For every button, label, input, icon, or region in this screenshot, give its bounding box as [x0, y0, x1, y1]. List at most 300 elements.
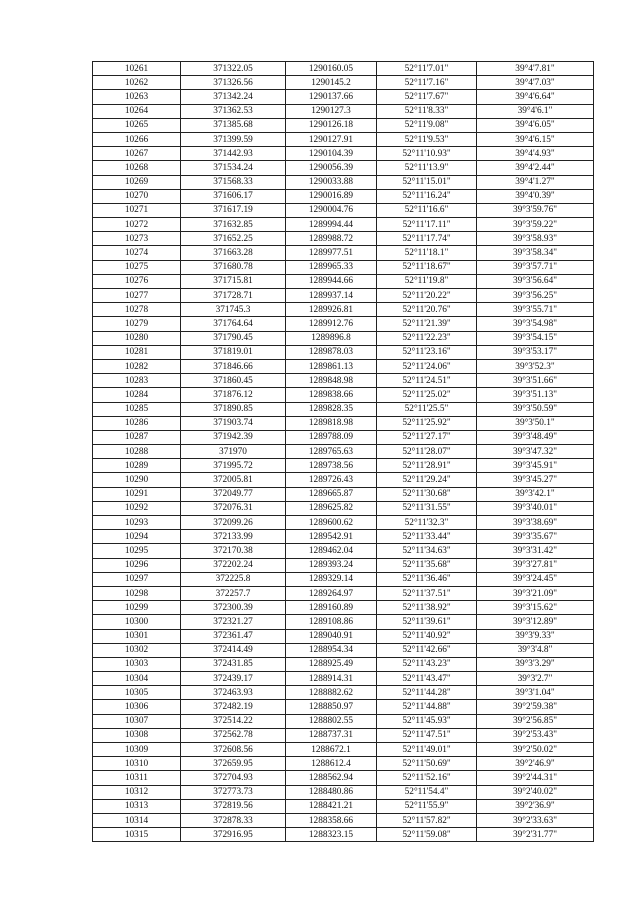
longitude-cell: 39°3'15.62" [477, 601, 594, 615]
longitude-cell: 39°4'6.05" [477, 118, 594, 132]
point-number-cell: 10282 [93, 359, 181, 373]
point-number-cell: 10286 [93, 416, 181, 430]
y-coordinate-cell: 1290033.88 [286, 175, 377, 189]
x-coordinate-cell: 371715.81 [181, 274, 286, 288]
table-row [93, 516, 594, 530]
coordinates-table-body [93, 62, 594, 842]
table-row [93, 714, 594, 728]
point-number-cell: 10279 [93, 317, 181, 331]
longitude-cell: 39°3'47.32" [477, 445, 594, 459]
x-coordinate-cell: 372514.22 [181, 714, 286, 728]
table-row [93, 359, 594, 373]
longitude-cell: 39°3'21.09" [477, 586, 594, 600]
table-row [93, 459, 594, 473]
point-number-cell: 10292 [93, 501, 181, 515]
latitude-cell: 52°11'27.17" [377, 430, 477, 444]
y-coordinate-cell: 1289600.62 [286, 516, 377, 530]
point-number-cell: 10302 [93, 643, 181, 657]
table-row [93, 203, 594, 217]
point-number-cell: 10276 [93, 274, 181, 288]
table-row [93, 374, 594, 388]
point-number-cell: 10289 [93, 459, 181, 473]
table-row [93, 388, 594, 402]
y-coordinate-cell: 1289937.14 [286, 289, 377, 303]
x-coordinate-cell: 372133.99 [181, 530, 286, 544]
point-number-cell: 10272 [93, 218, 181, 232]
longitude-cell: 39°2'44.31" [477, 771, 594, 785]
x-coordinate-cell: 371442.93 [181, 147, 286, 161]
y-coordinate-cell: 1289994.44 [286, 218, 377, 232]
x-coordinate-cell: 372321.27 [181, 615, 286, 629]
y-coordinate-cell: 1288480.86 [286, 785, 377, 799]
table-row [93, 686, 594, 700]
x-coordinate-cell: 372202.24 [181, 558, 286, 572]
latitude-cell: 52°11'33.44" [377, 530, 477, 544]
table-row [93, 246, 594, 260]
y-coordinate-cell: 1289264.97 [286, 586, 377, 600]
x-coordinate-cell: 371632.85 [181, 218, 286, 232]
table-row [93, 700, 594, 714]
point-number-cell: 10287 [93, 430, 181, 444]
longitude-cell: 39°4'7.03" [477, 76, 594, 90]
table-row [93, 402, 594, 416]
y-coordinate-cell: 1289462.04 [286, 544, 377, 558]
table-row [93, 104, 594, 118]
y-coordinate-cell: 1289878.03 [286, 345, 377, 359]
x-coordinate-cell: 372099.26 [181, 516, 286, 530]
longitude-cell: 39°3'52.3" [477, 359, 594, 373]
y-coordinate-cell: 1288925.49 [286, 657, 377, 671]
x-coordinate-cell: 371322.05 [181, 62, 286, 76]
x-coordinate-cell: 371942.39 [181, 430, 286, 444]
longitude-cell: 39°4'6.64" [477, 90, 594, 104]
table-row [93, 118, 594, 132]
latitude-cell: 52°11'55.9" [377, 799, 477, 813]
longitude-cell: 39°4'1.27" [477, 175, 594, 189]
y-coordinate-cell: 1288954.34 [286, 643, 377, 657]
latitude-cell: 52°11'16.24" [377, 189, 477, 203]
table-row [93, 657, 594, 671]
table-row [93, 76, 594, 90]
x-coordinate-cell: 371342.24 [181, 90, 286, 104]
x-coordinate-cell: 372049.77 [181, 487, 286, 501]
y-coordinate-cell: 1289160.89 [286, 601, 377, 615]
latitude-cell: 52°11'40.92" [377, 629, 477, 643]
y-coordinate-cell: 1289665.87 [286, 487, 377, 501]
y-coordinate-cell: 1289726.43 [286, 473, 377, 487]
x-coordinate-cell: 371399.59 [181, 132, 286, 146]
table-row [93, 615, 594, 629]
y-coordinate-cell: 1289912.76 [286, 317, 377, 331]
latitude-cell: 52°11'29.24" [377, 473, 477, 487]
latitude-cell: 52°11'24.51" [377, 374, 477, 388]
point-number-cell: 10263 [93, 90, 181, 104]
longitude-cell: 39°3'59.76" [477, 203, 594, 217]
longitude-cell: 39°3'24.45" [477, 572, 594, 586]
x-coordinate-cell: 372439.17 [181, 672, 286, 686]
table-row [93, 445, 594, 459]
table-row [93, 345, 594, 359]
longitude-cell: 39°4'2.44" [477, 161, 594, 175]
point-number-cell: 10261 [93, 62, 181, 76]
point-number-cell: 10275 [93, 260, 181, 274]
longitude-cell: 39°2'50.02" [477, 743, 594, 757]
y-coordinate-cell: 1288358.66 [286, 813, 377, 827]
table-row [93, 501, 594, 515]
x-coordinate-cell: 371860.45 [181, 374, 286, 388]
latitude-cell: 52°11'34.63" [377, 544, 477, 558]
point-number-cell: 10277 [93, 289, 181, 303]
longitude-cell: 39°3'35.67" [477, 530, 594, 544]
longitude-cell: 39°3'57.71" [477, 260, 594, 274]
table-row [93, 161, 594, 175]
table-row [93, 317, 594, 331]
x-coordinate-cell: 372878.33 [181, 813, 286, 827]
table-row [93, 218, 594, 232]
longitude-cell: 39°2'56.85" [477, 714, 594, 728]
x-coordinate-cell: 371568.33 [181, 175, 286, 189]
y-coordinate-cell: 1290126.18 [286, 118, 377, 132]
x-coordinate-cell: 372005.81 [181, 473, 286, 487]
table-row [93, 147, 594, 161]
x-coordinate-cell: 371326.56 [181, 76, 286, 90]
latitude-cell: 52°11'10.93" [377, 147, 477, 161]
x-coordinate-cell: 371652.25 [181, 232, 286, 246]
x-coordinate-cell: 371890.85 [181, 402, 286, 416]
table-row [93, 430, 594, 444]
x-coordinate-cell: 372773.73 [181, 785, 286, 799]
point-number-cell: 10283 [93, 374, 181, 388]
longitude-cell: 39°4'6.1" [477, 104, 594, 118]
y-coordinate-cell: 1290145.2 [286, 76, 377, 90]
y-coordinate-cell: 1290004.76 [286, 203, 377, 217]
y-coordinate-cell: 1289329.14 [286, 572, 377, 586]
y-coordinate-cell: 1289788.09 [286, 430, 377, 444]
point-number-cell: 10296 [93, 558, 181, 572]
table-row [93, 771, 594, 785]
latitude-cell: 52°11'35.68" [377, 558, 477, 572]
table-row [93, 189, 594, 203]
longitude-cell: 39°3'58.34" [477, 246, 594, 260]
latitude-cell: 52°11'25.92" [377, 416, 477, 430]
point-number-cell: 10271 [93, 203, 181, 217]
latitude-cell: 52°11'59.08" [377, 828, 477, 842]
table-row [93, 572, 594, 586]
latitude-cell: 52°11'22.23" [377, 331, 477, 345]
longitude-cell: 39°3'38.69" [477, 516, 594, 530]
latitude-cell: 52°11'30.68" [377, 487, 477, 501]
y-coordinate-cell: 1288802.55 [286, 714, 377, 728]
latitude-cell: 52°11'13.9" [377, 161, 477, 175]
longitude-cell: 39°2'59.38" [477, 700, 594, 714]
x-coordinate-cell: 371663.28 [181, 246, 286, 260]
point-number-cell: 10265 [93, 118, 181, 132]
latitude-cell: 52°11'36.46" [377, 572, 477, 586]
longitude-cell: 39°3'58.93" [477, 232, 594, 246]
latitude-cell: 52°11'38.92" [377, 601, 477, 615]
longitude-cell: 39°3'56.25" [477, 289, 594, 303]
y-coordinate-cell: 1289828.35 [286, 402, 377, 416]
y-coordinate-cell: 1290056.39 [286, 161, 377, 175]
table-row [93, 643, 594, 657]
y-coordinate-cell: 1288562.94 [286, 771, 377, 785]
y-coordinate-cell: 1290127.3 [286, 104, 377, 118]
point-number-cell: 10300 [93, 615, 181, 629]
latitude-cell: 52°11'42.66" [377, 643, 477, 657]
table-row [93, 175, 594, 189]
y-coordinate-cell: 1290160.05 [286, 62, 377, 76]
x-coordinate-cell: 372704.93 [181, 771, 286, 785]
longitude-cell: 39°3'50.59" [477, 402, 594, 416]
x-coordinate-cell: 371606.17 [181, 189, 286, 203]
x-coordinate-cell: 371745.3 [181, 303, 286, 317]
longitude-cell: 39°4'0.39" [477, 189, 594, 203]
x-coordinate-cell: 371728.71 [181, 289, 286, 303]
point-number-cell: 10267 [93, 147, 181, 161]
latitude-cell: 52°11'18.1" [377, 246, 477, 260]
x-coordinate-cell: 372819.56 [181, 799, 286, 813]
table-row [93, 743, 594, 757]
latitude-cell: 52°11'20.22" [377, 289, 477, 303]
coordinates-table [92, 61, 594, 842]
x-coordinate-cell: 372361.47 [181, 629, 286, 643]
table-row [93, 260, 594, 274]
point-number-cell: 10281 [93, 345, 181, 359]
table-row [93, 799, 594, 813]
point-number-cell: 10306 [93, 700, 181, 714]
latitude-cell: 52°11'7.01" [377, 62, 477, 76]
y-coordinate-cell: 1289625.82 [286, 501, 377, 515]
longitude-cell: 39°3'27.81" [477, 558, 594, 572]
y-coordinate-cell: 1288421.21 [286, 799, 377, 813]
y-coordinate-cell: 1290104.39 [286, 147, 377, 161]
y-coordinate-cell: 1288914.31 [286, 672, 377, 686]
latitude-cell: 52°11'31.55" [377, 501, 477, 515]
longitude-cell: 39°3'12.89" [477, 615, 594, 629]
x-coordinate-cell: 371385.68 [181, 118, 286, 132]
y-coordinate-cell: 1289988.72 [286, 232, 377, 246]
longitude-cell: 39°3'53.17" [477, 345, 594, 359]
table-row [93, 544, 594, 558]
y-coordinate-cell: 1289393.24 [286, 558, 377, 572]
point-number-cell: 10268 [93, 161, 181, 175]
point-number-cell: 10269 [93, 175, 181, 189]
x-coordinate-cell: 371534.24 [181, 161, 286, 175]
point-number-cell: 10264 [93, 104, 181, 118]
latitude-cell: 52°11'17.11" [377, 218, 477, 232]
table-row [93, 132, 594, 146]
latitude-cell: 52°11'7.16" [377, 76, 477, 90]
latitude-cell: 52°11'25.5" [377, 402, 477, 416]
y-coordinate-cell: 1289108.86 [286, 615, 377, 629]
point-number-cell: 10285 [93, 402, 181, 416]
x-coordinate-cell: 372414.49 [181, 643, 286, 657]
y-coordinate-cell: 1290127.91 [286, 132, 377, 146]
y-coordinate-cell: 1290137.66 [286, 90, 377, 104]
point-number-cell: 10299 [93, 601, 181, 615]
longitude-cell: 39°3'55.71" [477, 303, 594, 317]
latitude-cell: 52°11'47.51" [377, 728, 477, 742]
point-number-cell: 10274 [93, 246, 181, 260]
latitude-cell: 52°11'37.51" [377, 586, 477, 600]
point-number-cell: 10288 [93, 445, 181, 459]
longitude-cell: 39°3'50.1" [477, 416, 594, 430]
point-number-cell: 10315 [93, 828, 181, 842]
y-coordinate-cell: 1288612.4 [286, 757, 377, 771]
point-number-cell: 10313 [93, 799, 181, 813]
latitude-cell: 52°11'21.39" [377, 317, 477, 331]
latitude-cell: 52°11'24.06" [377, 359, 477, 373]
latitude-cell: 52°11'43.23" [377, 657, 477, 671]
y-coordinate-cell: 1289977.51 [286, 246, 377, 260]
longitude-cell: 39°3'3.29" [477, 657, 594, 671]
longitude-cell: 39°3'9.33" [477, 629, 594, 643]
x-coordinate-cell: 372463.93 [181, 686, 286, 700]
point-number-cell: 10301 [93, 629, 181, 643]
y-coordinate-cell: 1289738.56 [286, 459, 377, 473]
x-coordinate-cell: 371970 [181, 445, 286, 459]
longitude-cell: 39°3'48.49" [477, 430, 594, 444]
latitude-cell: 52°11'32.3" [377, 516, 477, 530]
point-number-cell: 10278 [93, 303, 181, 317]
table-row [93, 90, 594, 104]
latitude-cell: 52°11'45.93" [377, 714, 477, 728]
table-row [93, 274, 594, 288]
table-row [93, 232, 594, 246]
x-coordinate-cell: 371790.45 [181, 331, 286, 345]
table-row [93, 303, 594, 317]
x-coordinate-cell: 372562.78 [181, 728, 286, 742]
latitude-cell: 52°11'49.01" [377, 743, 477, 757]
point-number-cell: 10291 [93, 487, 181, 501]
latitude-cell: 52°11'19.8" [377, 274, 477, 288]
y-coordinate-cell: 1289965.33 [286, 260, 377, 274]
table-row [93, 813, 594, 827]
latitude-cell: 52°11'25.02" [377, 388, 477, 402]
y-coordinate-cell: 1288737.31 [286, 728, 377, 742]
latitude-cell: 52°11'9.53" [377, 132, 477, 146]
x-coordinate-cell: 371846.66 [181, 359, 286, 373]
point-number-cell: 10311 [93, 771, 181, 785]
latitude-cell: 52°11'52.16" [377, 771, 477, 785]
y-coordinate-cell: 1289896.8 [286, 331, 377, 345]
x-coordinate-cell: 371903.74 [181, 416, 286, 430]
longitude-cell: 39°2'53.43" [477, 728, 594, 742]
x-coordinate-cell: 371764.64 [181, 317, 286, 331]
longitude-cell: 39°4'4.93" [477, 147, 594, 161]
latitude-cell: 52°11'57.82" [377, 813, 477, 827]
longitude-cell: 39°4'6.15" [477, 132, 594, 146]
point-number-cell: 10295 [93, 544, 181, 558]
latitude-cell: 52°11'7.67" [377, 90, 477, 104]
longitude-cell: 39°3'42.1" [477, 487, 594, 501]
point-number-cell: 10303 [93, 657, 181, 671]
table-row [93, 629, 594, 643]
latitude-cell: 52°11'44.28" [377, 686, 477, 700]
y-coordinate-cell: 1289848.98 [286, 374, 377, 388]
x-coordinate-cell: 372170.38 [181, 544, 286, 558]
longitude-cell: 39°3'51.66" [477, 374, 594, 388]
x-coordinate-cell: 372257.7 [181, 586, 286, 600]
longitude-cell: 39°2'40.02" [477, 785, 594, 799]
latitude-cell: 52°11'54.4" [377, 785, 477, 799]
point-number-cell: 10314 [93, 813, 181, 827]
table-row [93, 601, 594, 615]
latitude-cell: 52°11'16.6" [377, 203, 477, 217]
y-coordinate-cell: 1288850.97 [286, 700, 377, 714]
table-row [93, 672, 594, 686]
point-number-cell: 10312 [93, 785, 181, 799]
longitude-cell: 39°3'54.98" [477, 317, 594, 331]
y-coordinate-cell: 1290016.89 [286, 189, 377, 203]
table-row [93, 757, 594, 771]
y-coordinate-cell: 1288672.1 [286, 743, 377, 757]
y-coordinate-cell: 1289765.63 [286, 445, 377, 459]
longitude-cell: 39°3'31.42" [477, 544, 594, 558]
latitude-cell: 52°11'44.88" [377, 700, 477, 714]
longitude-cell: 39°4'7.81" [477, 62, 594, 76]
point-number-cell: 10290 [93, 473, 181, 487]
table-row [93, 530, 594, 544]
latitude-cell: 52°11'50.69" [377, 757, 477, 771]
latitude-cell: 52°11'9.08" [377, 118, 477, 132]
y-coordinate-cell: 1289861.13 [286, 359, 377, 373]
latitude-cell: 52°11'18.67" [377, 260, 477, 274]
x-coordinate-cell: 372608.56 [181, 743, 286, 757]
y-coordinate-cell: 1289040.91 [286, 629, 377, 643]
point-number-cell: 10305 [93, 686, 181, 700]
x-coordinate-cell: 372482.19 [181, 700, 286, 714]
table-row [93, 289, 594, 303]
longitude-cell: 39°3'51.13" [477, 388, 594, 402]
point-number-cell: 10309 [93, 743, 181, 757]
x-coordinate-cell: 372659.95 [181, 757, 286, 771]
x-coordinate-cell: 372076.31 [181, 501, 286, 515]
longitude-cell: 39°3'2.7" [477, 672, 594, 686]
longitude-cell: 39°3'59.22" [477, 218, 594, 232]
latitude-cell: 52°11'15.01" [377, 175, 477, 189]
table-row [93, 586, 594, 600]
latitude-cell: 52°11'43.47" [377, 672, 477, 686]
table-row [93, 416, 594, 430]
y-coordinate-cell: 1288323.15 [286, 828, 377, 842]
point-number-cell: 10308 [93, 728, 181, 742]
latitude-cell: 52°11'8.33" [377, 104, 477, 118]
point-number-cell: 10280 [93, 331, 181, 345]
point-number-cell: 10294 [93, 530, 181, 544]
x-coordinate-cell: 372300.39 [181, 601, 286, 615]
x-coordinate-cell: 372431.85 [181, 657, 286, 671]
table-row [93, 728, 594, 742]
longitude-cell: 39°2'31.77" [477, 828, 594, 842]
table-row [93, 331, 594, 345]
table-row [93, 785, 594, 799]
table-row [93, 558, 594, 572]
longitude-cell: 39°3'40.01" [477, 501, 594, 515]
longitude-cell: 39°3'45.27" [477, 473, 594, 487]
latitude-cell: 52°11'20.76" [377, 303, 477, 317]
latitude-cell: 52°11'28.07" [377, 445, 477, 459]
longitude-cell: 39°2'46.9" [477, 757, 594, 771]
longitude-cell: 39°3'1.04" [477, 686, 594, 700]
point-number-cell: 10273 [93, 232, 181, 246]
y-coordinate-cell: 1289838.66 [286, 388, 377, 402]
point-number-cell: 10262 [93, 76, 181, 90]
longitude-cell: 39°3'45.91" [477, 459, 594, 473]
y-coordinate-cell: 1289944.66 [286, 274, 377, 288]
latitude-cell: 52°11'39.61" [377, 615, 477, 629]
longitude-cell: 39°3'4.8" [477, 643, 594, 657]
